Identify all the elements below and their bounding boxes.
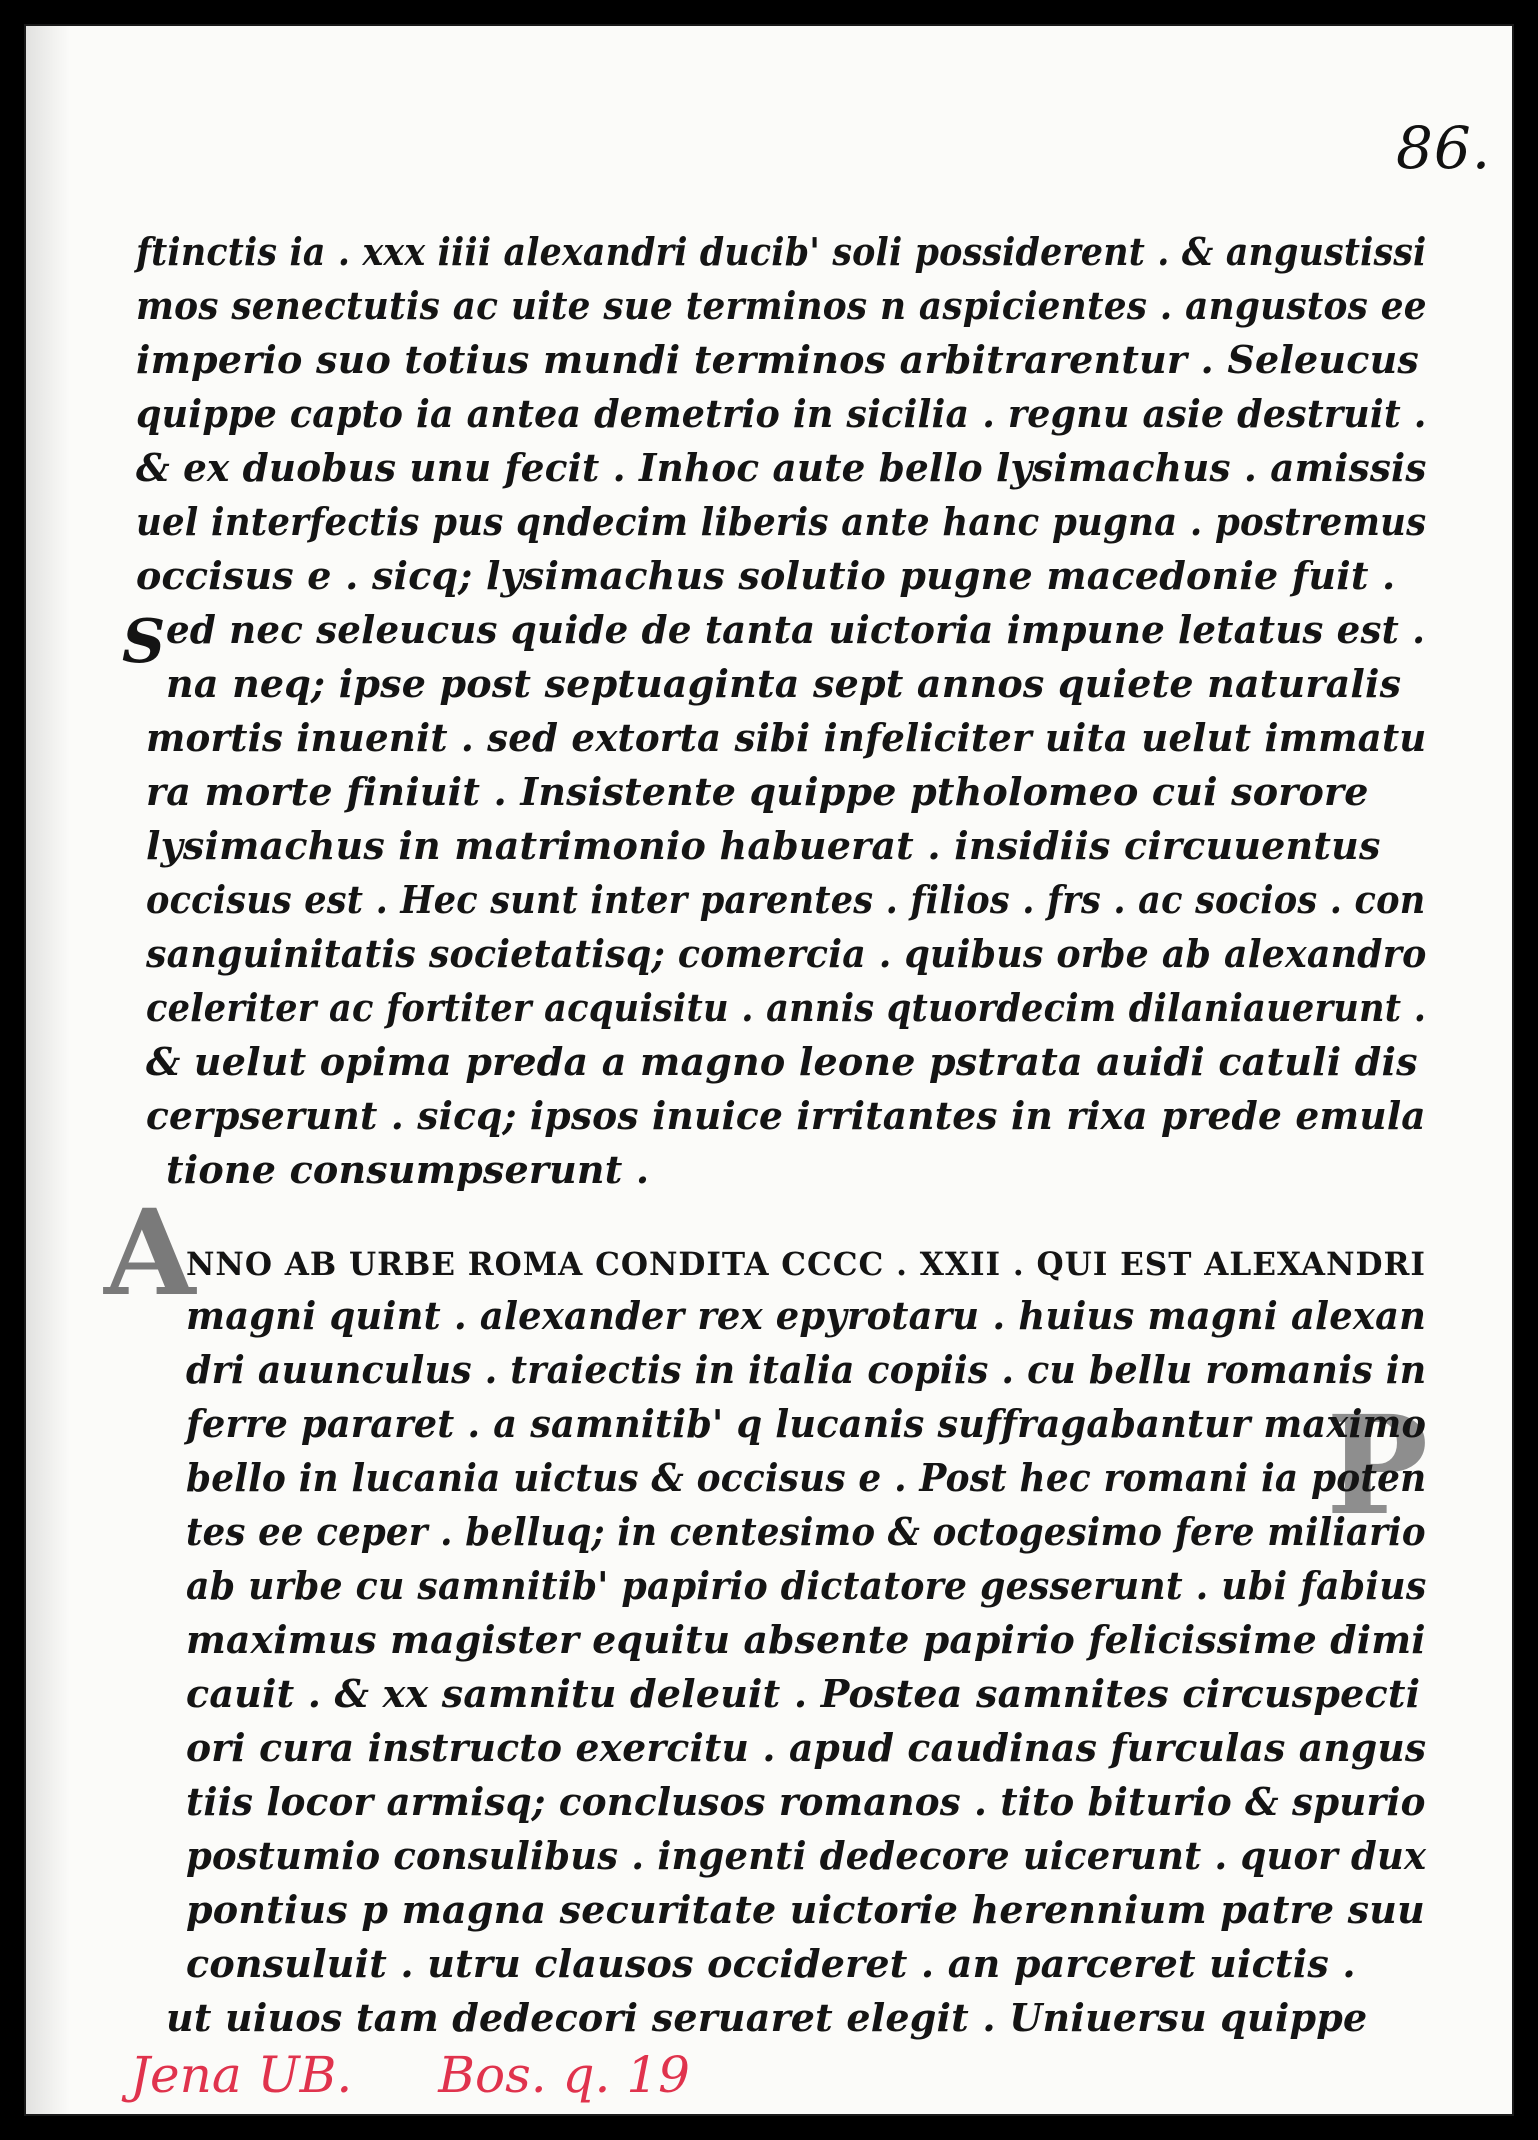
- text-line: & ex duobus unu fecit . Inhoc aute bello lysimachus . amissis: [136, 445, 1427, 490]
- text-line: magni quint . alexander rex epyrotaru . huius magni alexan: [186, 1293, 1427, 1338]
- text-line: dri auunculus . traiectis in italia copiis . cu bellu romanis in: [186, 1347, 1427, 1392]
- text-line: mortis inuenit . sed extorta sibi infeliciter uita uelut immatu: [146, 715, 1427, 760]
- text-line: imperio suo totius mundi terminos arbitrarentur . Seleucus: [136, 337, 1420, 382]
- text-line: ed nec seleucus quide de tanta uictoria impune letatus est .: [166, 607, 1426, 652]
- paragraph-initial-s: S: [122, 607, 166, 677]
- text-line: quippe capto ia antea demetrio in sicilia . regnu asie destruit .: [136, 391, 1427, 436]
- decorated-initial-a: A: [104, 1183, 196, 1322]
- folio-number: 86.: [1396, 114, 1492, 182]
- text-line: ori cura instructo exercitu . apud caudinas furculas angus: [186, 1725, 1427, 1770]
- manuscript-page: [24, 24, 1514, 2116]
- manuscript-text-block: [26, 26, 1512, 2114]
- text-line: ra morte finiuit . Insistente quippe ptholomeo cui sorore: [146, 769, 1369, 814]
- shelfmark-library: Jena UB.: [130, 2046, 353, 2104]
- text-line: lysimachus in matrimonio habuerat . insidiis circuuentus: [146, 823, 1381, 868]
- text-line: & uelut opima preda a magno leone pstrata auidi catuli dis: [146, 1039, 1418, 1084]
- text-line: pontius p magna securitate uictorie herennium patre suu: [186, 1887, 1425, 1932]
- text-line: occisus e . sicq; lysimachus solutio pugne macedonie fuit .: [136, 553, 1396, 598]
- text-line: maximus magister equitu absente papirio felicissime dimi: [186, 1617, 1426, 1662]
- text-line: na neq; ipse post septuaginta sept annos quiete naturalis: [166, 661, 1402, 706]
- text-line: mos senectutis ac uite sue terminos n aspicientes . angustos ee: [136, 283, 1427, 328]
- text-line: uel interfectis pus qndecim liberis ante hanc pugna . postremus: [136, 499, 1427, 544]
- marginal-initial-p: P: [1326, 1386, 1429, 1546]
- text-line: ab urbe cu samnitib' papirio dictatore gesserunt . ubi fabius: [186, 1563, 1427, 1608]
- text-line: cauit . & xx samnitu deleuit . Postea samnites circuspecti: [186, 1671, 1421, 1716]
- text-line: celeriter ac fortiter acquisitu . annis qtuordecim dilaniauerunt .: [146, 985, 1427, 1030]
- text-line: consuluit . utru clausos occideret . an parceret uictis .: [186, 1941, 1356, 1986]
- text-line: tiis locor armisq; conclusos romanos . tito biturio & spurio: [186, 1779, 1426, 1824]
- text-line: NNO AB URBE ROMA CONDITA CCCC . XXII . QUI EST ALEXANDRI: [186, 1245, 1426, 1283]
- shelfmark-signature: Bos. q. 19: [438, 2046, 690, 2104]
- text-line: tes ee ceper . belluq; in centesimo & octogesimo fere miliario: [186, 1509, 1426, 1554]
- text-line: bello in lucania uictus & occisus e . Post hec romani ia poten: [186, 1455, 1427, 1500]
- text-line: occisus est . Hec sunt inter parentes . filios . frs . ac socios . con: [146, 877, 1426, 922]
- text-line: tione consumpserunt .: [166, 1147, 650, 1192]
- library-shelfmark: [130, 2046, 760, 2104]
- text-line: ftinctis ia . xxx iiii alexandri ducib' soli possiderent . & angustissi: [136, 229, 1427, 274]
- text-line: cerpserunt . sicq; ipsos inuice irritantes in rixa prede emula: [146, 1093, 1426, 1138]
- text-line: postumio consulibus . ingenti dedecore uicerunt . quor dux: [186, 1833, 1427, 1878]
- text-line: ferre pararet . a samnitib' q lucanis suffragabantur maximo: [186, 1401, 1427, 1446]
- text-line: ut uiuos tam dedecori seruaret elegit . Uniuersu quippe: [166, 1995, 1368, 2040]
- text-line: sanguinitatis societatisq; comercia . quibus orbe ab alexandro: [146, 931, 1427, 976]
